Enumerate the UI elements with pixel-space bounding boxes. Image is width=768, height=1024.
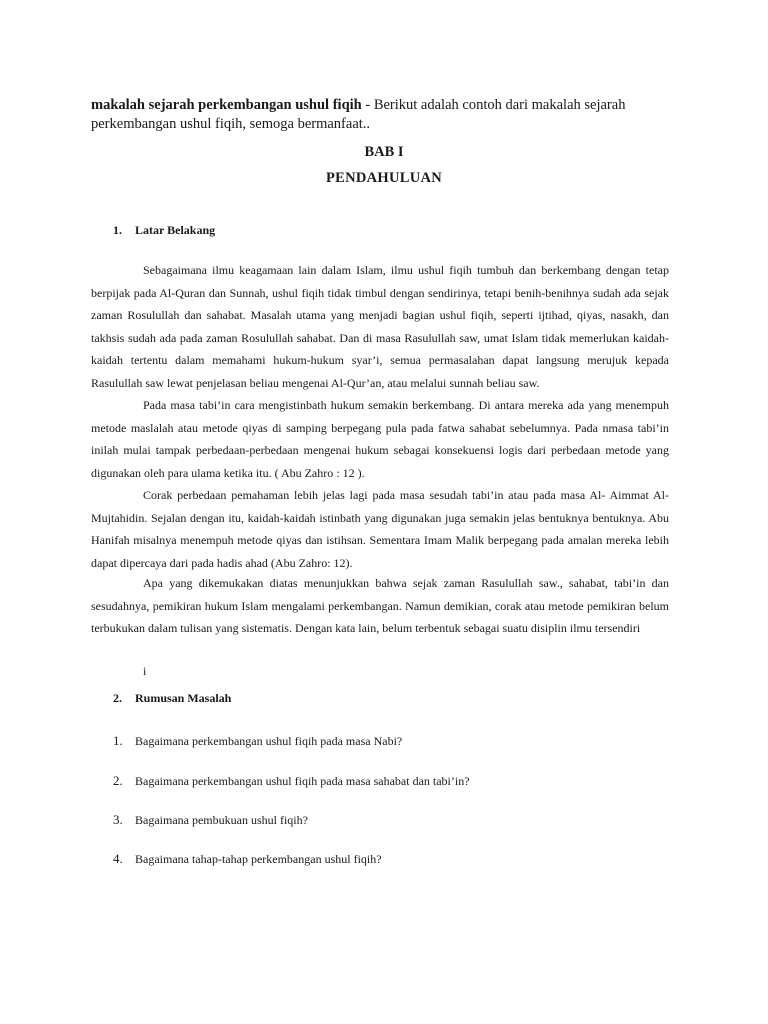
list-item [113, 812, 308, 828]
list-item [113, 851, 382, 867]
section-number: 1. [113, 223, 122, 237]
list-item-text: Bagaimana pembukuan ushul fiqih? [135, 813, 308, 827]
list-item-number: 4. [113, 851, 123, 866]
section-number: 2. [113, 691, 122, 705]
section-title: Rumusan Masalah [135, 691, 232, 705]
list-item-text: Bagaimana perkembangan ushul fiqih pada masa sahabat dan tabi’in? [135, 774, 470, 788]
paragraph-3 [91, 484, 669, 574]
paragraph-2-text: Pada masa tabi’in cara mengistinbath hukum semakin berkembang. Di antara mereka ada yang menempuh metode maslalah atau metode qiyas di samping berpegang pula pada fatwa sahabat sebelumnya. Pada nmasa tabi’in inilah mulai tampak perbedaan-perbedaan mengenai hukum sebagai konsekuensi logis dari perbedaan metode yang digunakan oleh para ulama ketika itu. ( Abu Zahro : 12 ). [91, 398, 669, 480]
chapter-number: BAB I [364, 144, 404, 160]
section-heading-rumusan-masalah [113, 691, 231, 706]
paragraph-2 [91, 394, 669, 484]
list-item-text: Bagaimana tahap-tahap perkembangan ushul fiqih? [135, 852, 382, 866]
list-item-number: 3. [113, 812, 123, 827]
list-item-text: Bagaimana perkembangan ushul fiqih pada masa Nabi? [135, 734, 403, 748]
section-heading-latar-belakang [113, 223, 215, 238]
paragraph-3-text: Corak perbedaan pemahaman lebih jelas lagi pada masa sesudah tabi’in atau pada masa Al- Aimmat Al-Mujtahidin. Sejalan dengan itu, kaidah-kaidah istinbath yang digunakan juga semakin jelas bentuknya bentuknya. Abu Hanifah misalnya menempuh metode qiyas dan istihsan. Sementara Imam Malik berpegang pada amalan mereka lebih dapat dipercaya dari pada hadis ahad (Abu Zahro: 12). [91, 488, 669, 570]
intro-lead: makalah sejarah perkembangan ushul fiqih [91, 97, 362, 113]
paragraph-4 [91, 572, 669, 640]
list-item-number: 1. [113, 733, 123, 748]
list-item [113, 733, 402, 749]
chapter-title: PENDAHULUAN [325, 170, 443, 186]
section-title: Latar Belakang [135, 223, 216, 237]
list-item [113, 773, 470, 789]
footnote-marker: i [143, 664, 147, 678]
intro-paragraph [91, 96, 691, 134]
intro-rest: - Berikut adalah contoh dari makalah sejarah perkembangan ushul fiqih, semoga bermanfaat.. [91, 97, 626, 132]
list-item-number: 2. [113, 773, 123, 788]
paragraph-4-text: Apa yang dikemukakan diatas menunjukkan bahwa sejak zaman Rasulullah saw., sahabat, tabi’in dan sesudahnya, pemikiran hukum Islam mengalami perkembangan. Namun demikian, corak atau metode pemikiran belum terbukukan dalam tulisan yang sistematis. Dengan kata lain, belum terbentuk sebagai suatu disiplin ilmu tersendiri [91, 576, 669, 635]
paragraph-1 [91, 259, 669, 394]
paragraph-1-text: Sebagaimana ilmu keagamaan lain dalam Islam, ilmu ushul fiqih tumbuh dan berkembang dengan tetap berpijak pada Al-Quran dan Sunnah, ushul fiqih tidak timbul dengan sendirinya, tetapi benih-benihnya sudah ada sejak zaman Rosulullah dan sahabat. Masalah utama yang menjadi bagian ushul fiqih, seperti ijtihad, qiyas, nasakh, dan takhsis sudah ada pada zaman Rosulullah sahabat. Dan di masa Rasulullah saw, umat Islam tidak memerlukan kaidah-kaidah tertentu dalam memahami hukum-hukum syar’i, semua permasalahan dapat langsung merujuk kepada Rasulullah saw lewat penjelasan beliau mengenai Al-Qur’an, atau melalui sunnah beliau saw. [91, 263, 669, 390]
